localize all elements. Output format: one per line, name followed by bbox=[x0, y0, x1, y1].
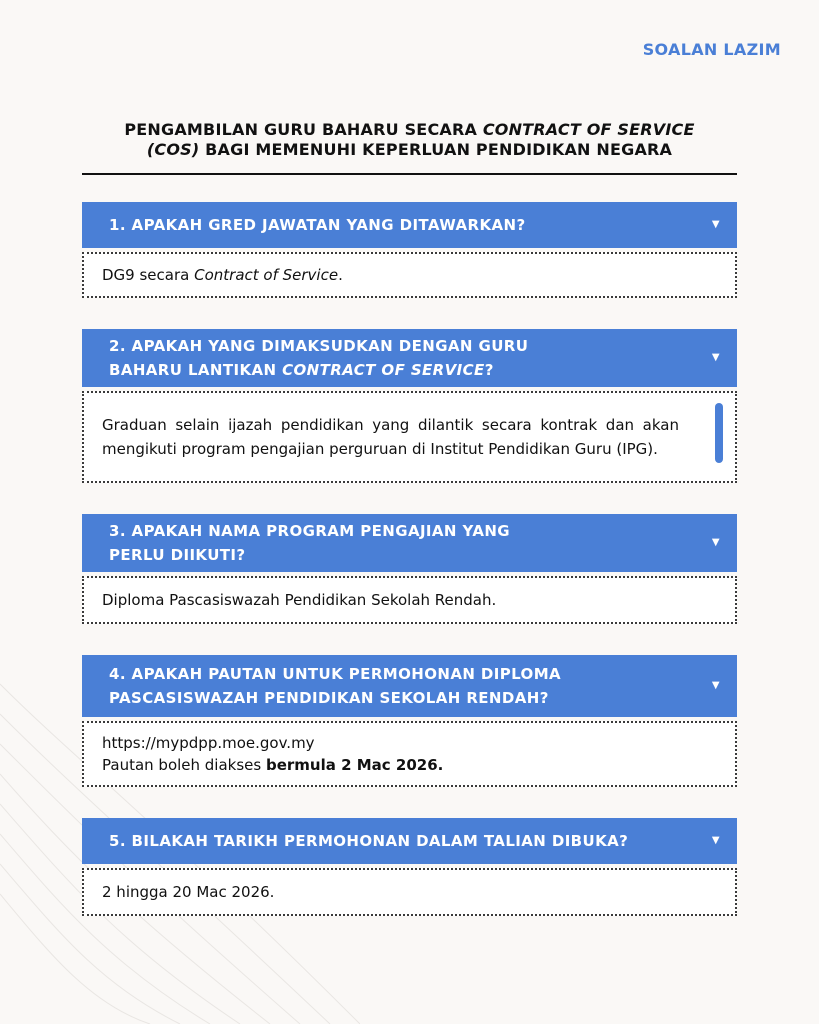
faq-question-2-line1: 2. APAKAH YANG DIMAKSUDKAN DENGAN GURU bbox=[109, 337, 529, 355]
page-label: SOALAN LAZIM bbox=[642, 40, 781, 59]
faq-item-3 bbox=[82, 514, 737, 624]
faq-item-4 bbox=[82, 655, 737, 787]
faq-answer-1-end: . bbox=[338, 266, 343, 284]
faq-question-3-line1: 3. APAKAH NAMA PROGRAM PENGAJIAN YANG bbox=[109, 522, 510, 540]
faq-question-2-italic: CONTRACT OF SERVICE bbox=[282, 361, 485, 379]
chevron-down-icon[interactable]: ▼ bbox=[711, 219, 720, 230]
faq-question-3[interactable] bbox=[82, 514, 737, 572]
title-part1-italic: CONTRACT OF SERVICE bbox=[482, 120, 695, 139]
faq-answer-4-bold: bermula 2 Mac 2026. bbox=[265, 756, 444, 774]
faq-answer-4-link[interactable]: https://mypdpp.moe.gov.my bbox=[102, 734, 315, 752]
title-part1: PENGAMBILAN GURU BAHARU SECARA bbox=[124, 120, 483, 139]
title-divider bbox=[82, 173, 737, 175]
faq-question-4[interactable] bbox=[82, 655, 737, 717]
faq-answer-5 bbox=[82, 868, 737, 916]
chevron-down-icon[interactable]: ▼ bbox=[711, 537, 720, 548]
faq-answer-4-line2: Pautan boleh diakses bbox=[102, 756, 266, 774]
chevron-down-icon[interactable]: ▼ bbox=[711, 680, 720, 691]
faq-question-1-text: 1. APAKAH GRED JAWATAN YANG DITAWARKAN? bbox=[109, 216, 526, 234]
faq-answer-1 bbox=[82, 252, 737, 298]
faq-answer-3-text: Diploma Pascasiswazah Pendidikan Sekolah Rendah. bbox=[102, 591, 497, 609]
faq-question-4-line2: PASCASISWAZAH PENDIDIKAN SEKOLAH RENDAH? bbox=[109, 689, 549, 707]
chevron-down-icon[interactable]: ▼ bbox=[711, 835, 720, 846]
faq-question-3-line2: PERLU DIIKUTI? bbox=[109, 546, 246, 564]
chevron-down-icon[interactable]: ▼ bbox=[711, 352, 720, 363]
faq-question-5[interactable] bbox=[82, 818, 737, 864]
faq-question-4-line1: 4. APAKAH PAUTAN UNTUK PERMOHONAN DIPLOMA bbox=[109, 665, 562, 683]
faq-question-1[interactable] bbox=[82, 202, 737, 248]
faq-question-2-line2: BAHARU LANTIKAN bbox=[109, 361, 283, 379]
faq-question-5-text: 5. BILAKAH TARIKH PERMOHONAN DALAM TALIAN DIBUKA? bbox=[109, 832, 629, 850]
title-part2-italic: (COS) bbox=[146, 140, 200, 159]
faq-answer-2 bbox=[82, 391, 737, 483]
faq-item-1 bbox=[82, 202, 737, 298]
faq-answer-1-italic: Contract of Service bbox=[194, 266, 339, 284]
faq-answer-2-text: Graduan selain ijazah pendidikan yang dilantik secara kontrak dan akan mengikuti program pengajian perguruan di Institut Pendidikan Guru (IPG). bbox=[102, 416, 679, 458]
faq-answer-4 bbox=[82, 721, 737, 787]
page-title bbox=[82, 120, 737, 160]
background-wave-decoration bbox=[0, 564, 360, 1024]
title-part2: BAGI MEMENUHI KEPERLUAN PENDIDIKAN NEGARA bbox=[199, 140, 673, 159]
faq-question-2[interactable] bbox=[82, 329, 737, 387]
scrollbar-thumb[interactable] bbox=[715, 403, 723, 463]
faq-answer-1-text: DG9 secara bbox=[102, 266, 195, 284]
faq-answer-3 bbox=[82, 576, 737, 624]
faq-item-5 bbox=[82, 818, 737, 916]
faq-item-2 bbox=[82, 329, 737, 483]
faq-answer-5-text: 2 hingga 20 Mac 2026. bbox=[102, 883, 275, 901]
faq-question-2-end: ? bbox=[484, 361, 494, 379]
